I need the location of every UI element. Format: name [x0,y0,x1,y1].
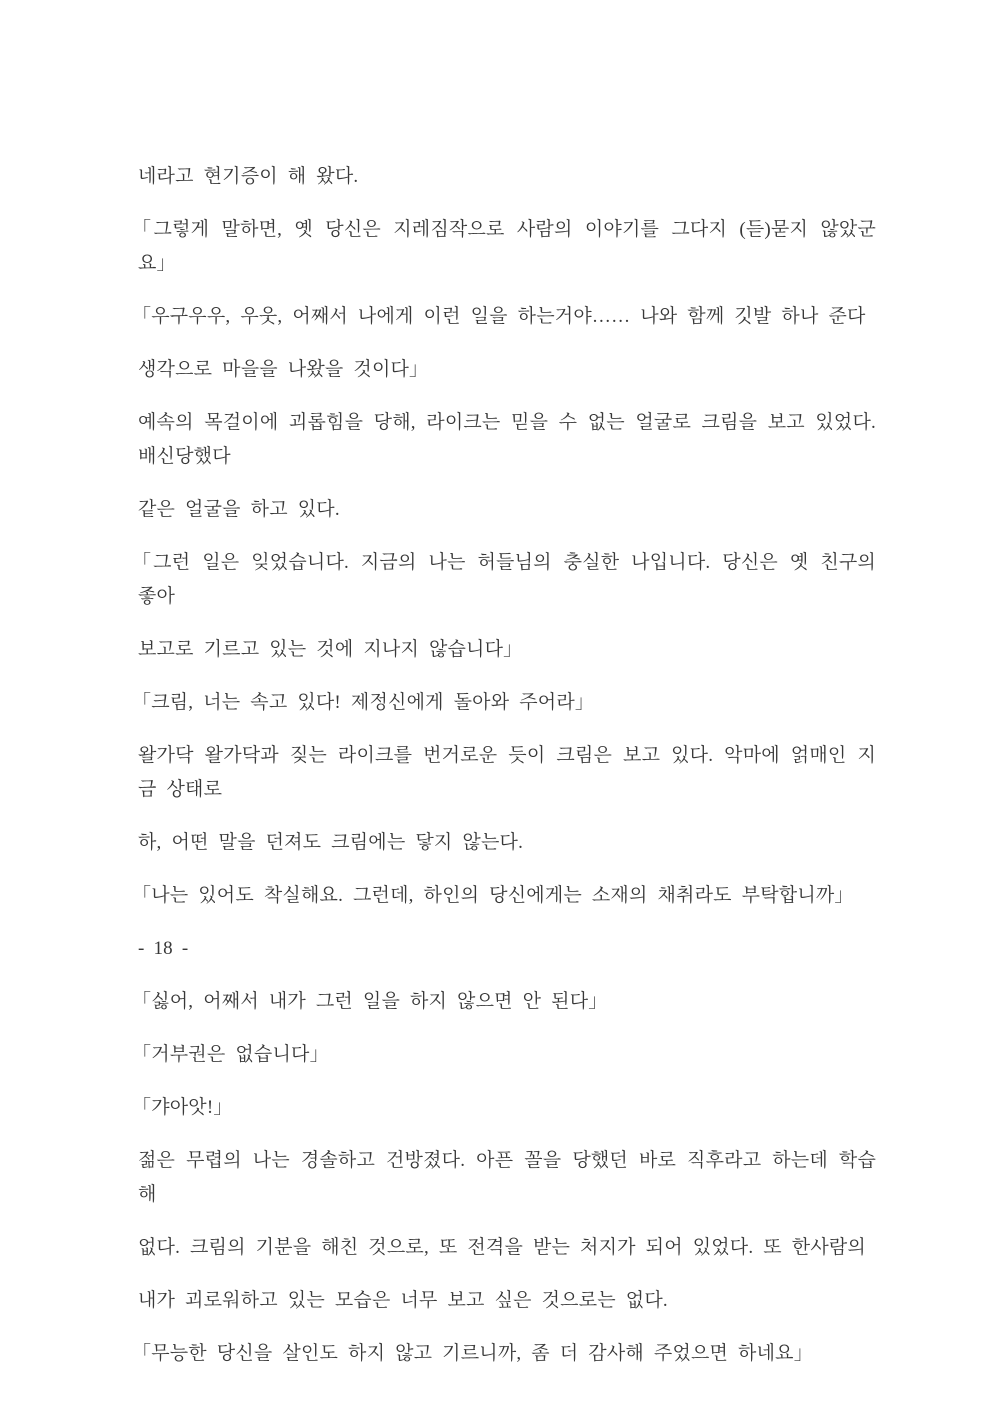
paragraph: 네라고 현기증이 해 왔다. [138,166,359,187]
paragraph: 「싫어, 어째서 내가 그런 일을 하지 않으면 안 된다」 [132,991,608,1012]
paragraph: 하, 어떤 말을 던져도 크림에는 닿지 않는다. [138,832,524,853]
paragraph: 「무능한 당신을 살인도 하지 않고 기르니까, 좀 더 감사해 주었으면 하네요」 [132,1343,813,1364]
paragraph: 「우구우우, 우웃, 어째서 나에게 이런 일을 하는거야…… 나와 함께 깃발 하나 준다 [132,306,866,327]
paragraph: 「그렇게 말하면, 옛 당신은 지레짐작으로 사람의 이야기를 그다지 (듣)묻지 않았군요」 [132,219,876,274]
paragraph: 같은 얼굴을 하고 있다. [138,499,340,520]
paragraph: 내가 괴로워하고 있는 모습은 너무 보고 싶은 것으로는 없다. [138,1290,668,1311]
paragraph: 보고로 기르고 있는 것에 지나지 않습니다」 [138,639,523,660]
paragraph: 「갸아앗!」 [132,1097,233,1118]
paragraph: 없다. 크림의 기분을 해친 것으로, 또 전격을 받는 처지가 되어 있었다. 또 한사람의 [138,1237,866,1258]
paragraph: 예속의 목걸이에 괴롭힘을 당해, 라이크는 믿을 수 없는 얼굴로 크림을 보고 있었다. 배신당했다 [138,412,876,467]
paragraph: 「나는 있어도 착실해요. 그런데, 하인의 당신에게는 소재의 채취라도 부탁합니까」 [132,885,854,906]
paragraph: 젊은 무렵의 나는 경솔하고 건방졌다. 아픈 꼴을 당했던 바로 직후라고 하는데 학습해 [138,1150,876,1205]
paragraph: 생각으로 마을을 나왔을 것이다」 [138,359,429,380]
text-block [132,160,876,1371]
paragraph: 「거부권은 없습니다」 [132,1044,329,1065]
paragraph: 「크림, 너는 속고 있다! 제정신에게 돌아와 주어라」 [132,692,595,713]
page-number: - 18 - [138,938,189,959]
paragraph: 「그런 일은 잊었습니다. 지금의 나는 허들님의 충실한 나입니다. 당신은 옛 친구의 좋아 [132,552,876,607]
paragraph: 왈가닥 왈가닥과 짖는 라이크를 번거로운 듯이 크림은 보고 있다. 악마에 얽매인 지금 상태로 [138,745,876,800]
